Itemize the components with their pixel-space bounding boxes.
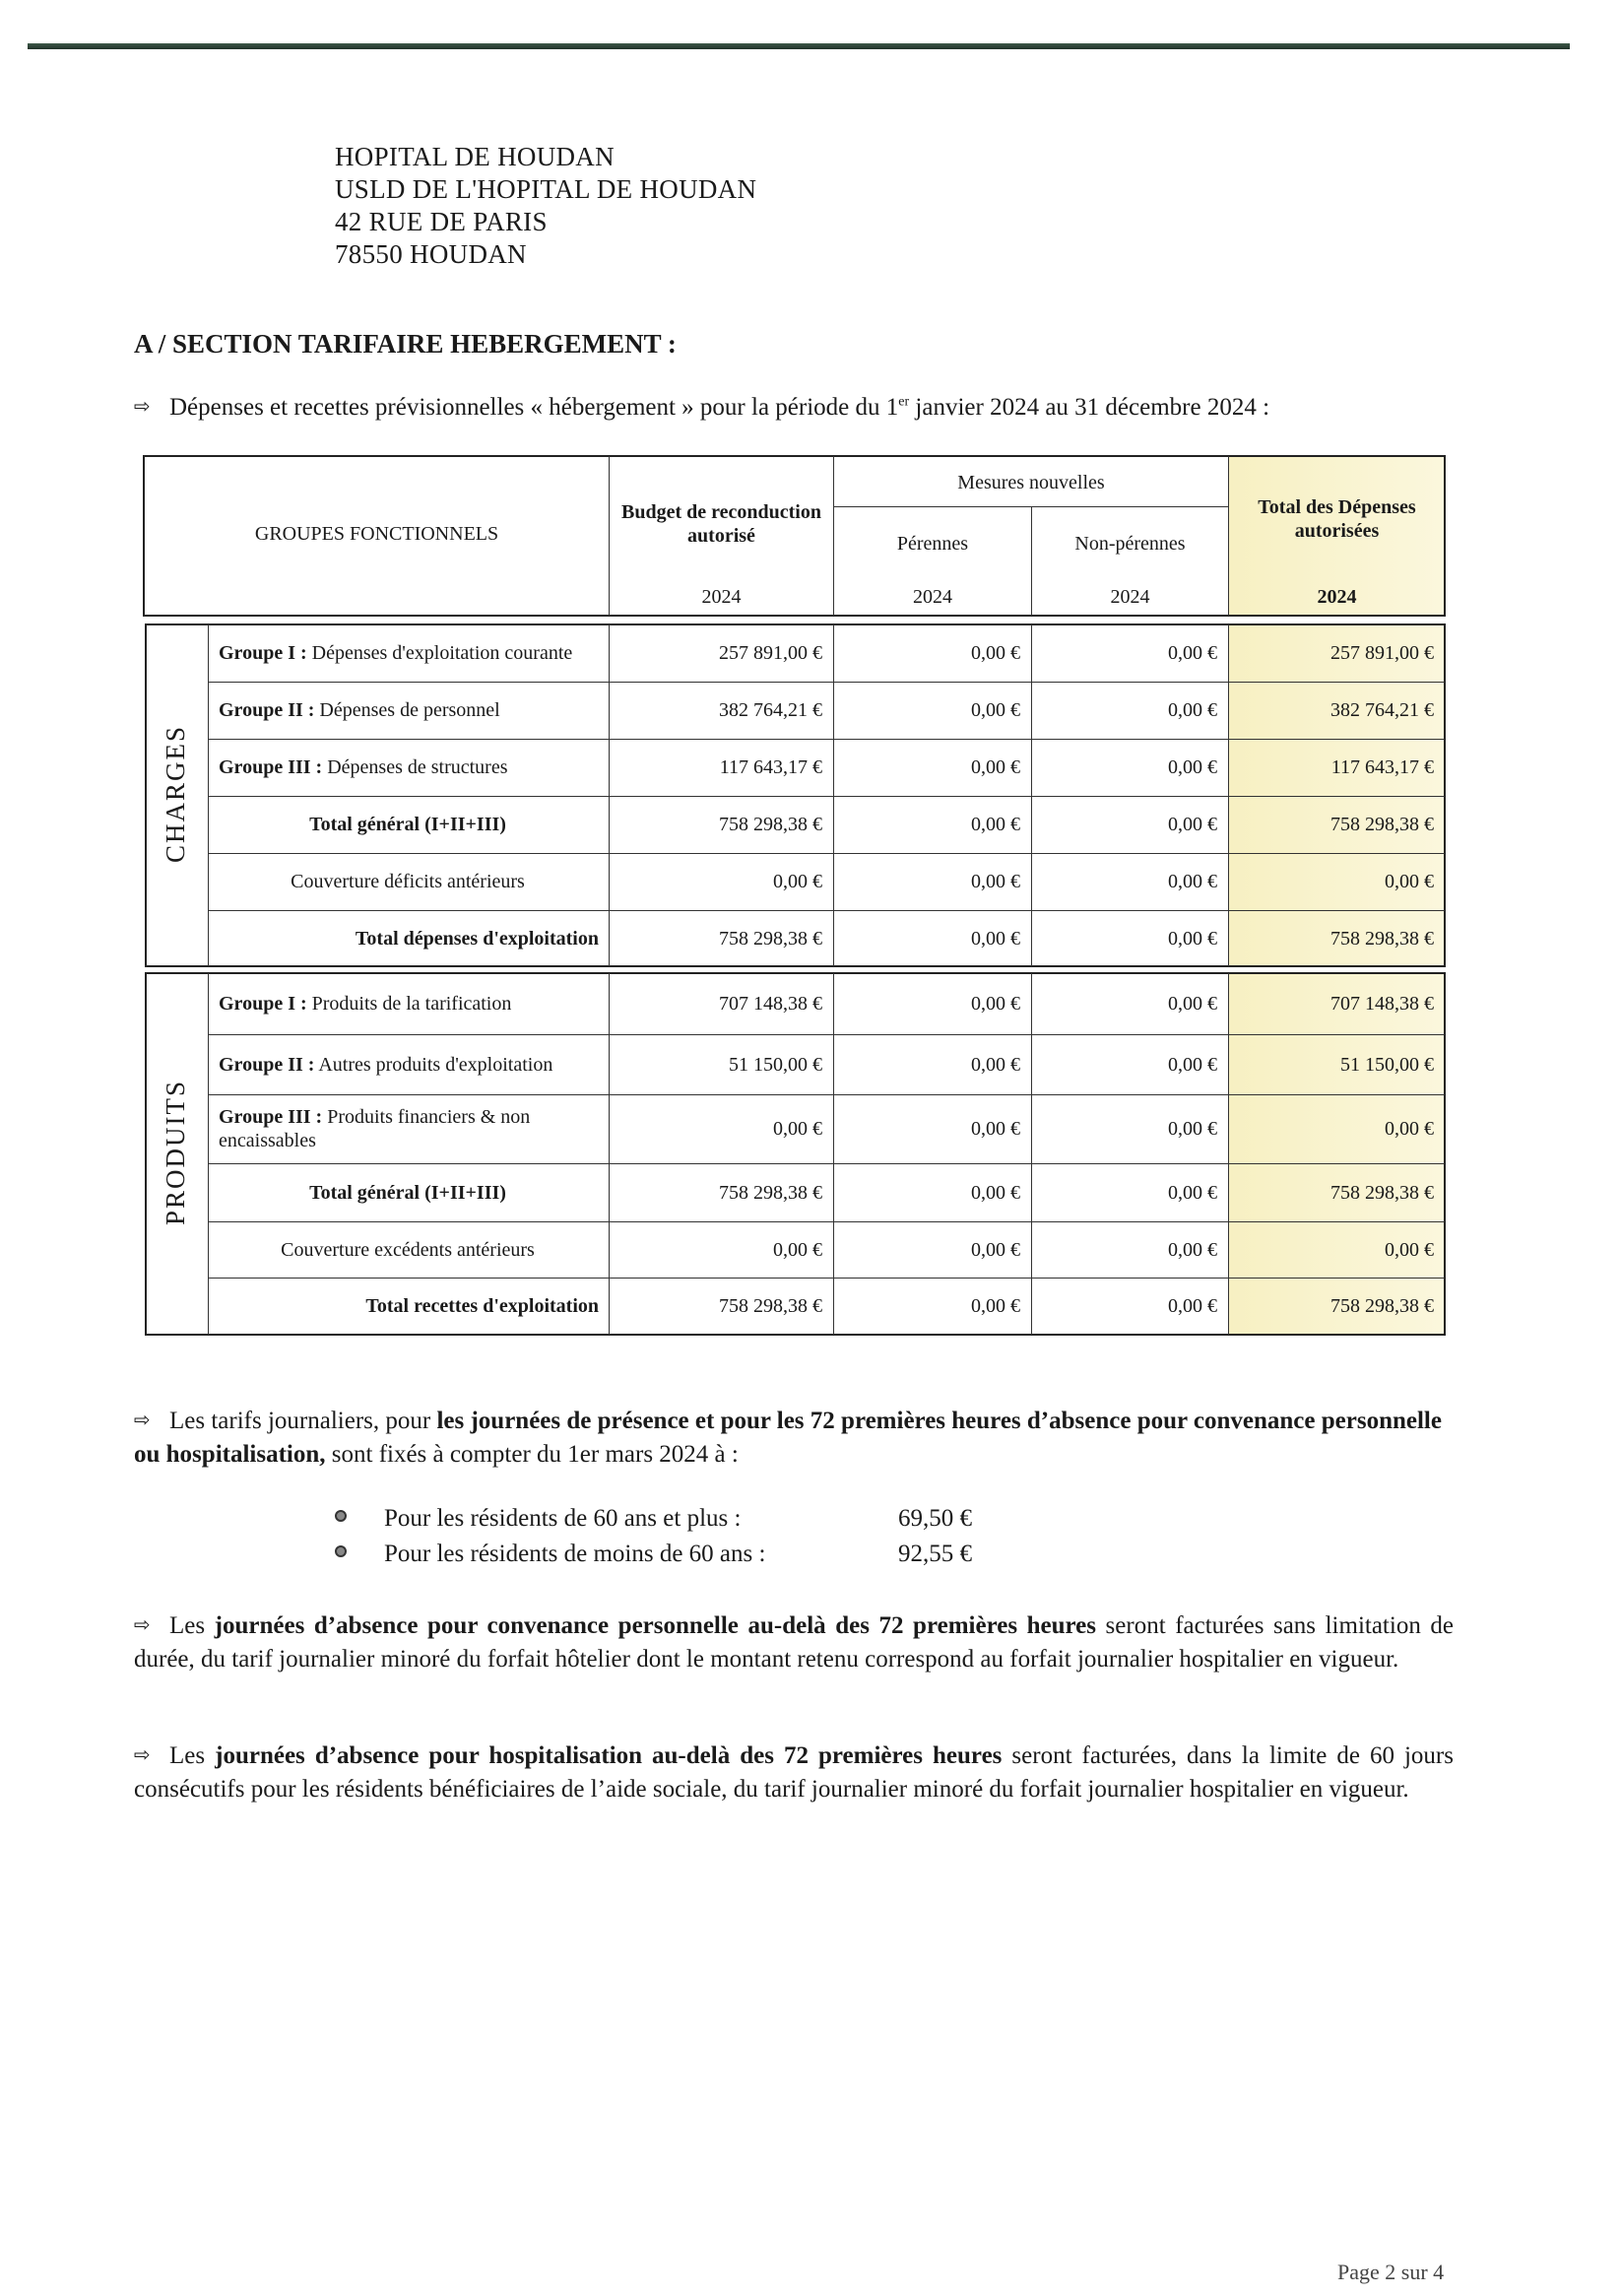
address-line-2: USLD DE L'HOPITAL DE HOUDAN [335, 174, 757, 204]
arrow-icon: ⇨ [134, 1408, 151, 1431]
produits-label: PRODUITS [161, 1079, 190, 1226]
cell-budget: 0,00 € [773, 1118, 822, 1140]
absence-convenance-p1: Les [169, 1612, 215, 1639]
row-label [209, 1221, 607, 1278]
row-label-bold: Total dépenses d'exploitation [355, 927, 599, 950]
tarif-item-1-label: Pour les résidents de 60 ans et plus : [384, 1505, 742, 1532]
cell-budget: 758 298,38 € [719, 1181, 822, 1204]
cell-non-perennes: 0,00 € [1168, 756, 1217, 778]
cell-non-perennes: 0,00 € [1168, 699, 1217, 721]
row-label [209, 739, 607, 796]
header-year-budget: 2024 [701, 586, 742, 608]
address-line-1: HOPITAL DE HOUDAN [335, 142, 615, 171]
header-non-perennes: Non-pérennes [1074, 533, 1186, 555]
row-label-bold: Groupe II : [219, 699, 315, 721]
absence-convenance-p2: seront facturées sans limitation de durée, du tarif journalier minoré du forfait hôtelier dont le montant retenu correspond au forfait journalier hospitalier en vigueur. [134, 1612, 1454, 1673]
cell-total: 257 891,00 € [1330, 642, 1434, 664]
row-label-text [309, 1181, 506, 1205]
address-line-3: 42 RUE DE PARIS [335, 207, 548, 236]
row-label [209, 624, 607, 682]
tarif-item-1-value: 69,50 € [898, 1505, 972, 1532]
row-label-text [219, 641, 572, 665]
cell-perennes: 0,00 € [971, 871, 1020, 892]
intro-before: Dépenses et recettes prévisionnelles « hébergement » pour la période du 1 [169, 394, 899, 421]
cell-total: 0,00 € [1385, 871, 1434, 892]
row-label [209, 1278, 607, 1335]
row-label-rest: Dépenses de personnel [314, 699, 500, 721]
header-year-perennes: 2024 [913, 586, 952, 608]
cell-perennes: 0,00 € [971, 699, 1020, 721]
row-label [209, 973, 607, 1034]
cell-budget: 257 891,00 € [719, 642, 822, 664]
absence-convenance-paragraph [134, 1607, 1454, 1676]
cell-perennes: 0,00 € [971, 993, 1020, 1015]
cell-total: 758 298,38 € [1330, 927, 1434, 950]
row-label-text [219, 1053, 552, 1077]
cell-non-perennes: 0,00 € [1168, 1118, 1217, 1140]
top-rule [28, 43, 1570, 49]
tarif-item-1 [335, 1505, 741, 1533]
row-label-bold: Groupe II : [219, 1053, 315, 1076]
row-label-text [309, 813, 506, 836]
row-label [209, 1094, 607, 1163]
header-year-non-perennes: 2024 [1110, 586, 1150, 608]
row-label-bold: Groupe I : [219, 993, 307, 1015]
address-block [335, 141, 756, 271]
arrow-icon: ⇨ [134, 1742, 151, 1766]
cell-perennes: 0,00 € [971, 1181, 1020, 1204]
address-line-4: 78550 HOUDAN [335, 239, 527, 269]
row-label [209, 853, 607, 910]
cell-total: 382 764,21 € [1330, 699, 1434, 721]
cell-non-perennes: 0,00 € [1168, 927, 1217, 950]
row-label [209, 1163, 607, 1221]
cell-total: 51 150,00 € [1340, 1053, 1434, 1076]
intro-line [134, 394, 1269, 422]
tarif-item-2 [335, 1541, 765, 1568]
cell-non-perennes: 0,00 € [1168, 1238, 1217, 1261]
tarifs-paragraph [134, 1403, 1454, 1472]
row-label-text [281, 1238, 535, 1262]
row-label-text [291, 870, 525, 893]
row-label [209, 796, 607, 853]
absence-hospitalisation-b1: journées d’absence pour hospitalisation au-delà des 72 premières heures [215, 1742, 1003, 1769]
cell-budget: 707 148,38 € [719, 993, 822, 1015]
row-label-text [219, 1105, 607, 1152]
row-label-rest: Couverture déficits antérieurs [291, 871, 525, 892]
row-label-bold: Total général (I+II+III) [309, 814, 506, 835]
cell-budget: 51 150,00 € [729, 1053, 822, 1076]
header-year-total: 2024 [1317, 586, 1357, 608]
intro-sup: er [898, 394, 910, 410]
row-label [209, 910, 607, 966]
cell-budget: 0,00 € [773, 871, 822, 892]
cell-total: 707 148,38 € [1330, 993, 1434, 1015]
cell-non-perennes: 0,00 € [1168, 1053, 1217, 1076]
absence-hospitalisation-p1: Les [169, 1742, 216, 1769]
header-perennes: Pérennes [896, 533, 969, 555]
tarifs-p1: Les tarifs journaliers, pour [169, 1408, 437, 1434]
tarif-item-2-label: Pour les résidents de moins de 60 ans : [384, 1541, 766, 1567]
header-budget: Budget de reconduction autorisé [621, 501, 821, 547]
tarifs-p2: sont fixés à compter du 1er mars 2024 à : [325, 1441, 739, 1468]
cell-perennes: 0,00 € [971, 1295, 1020, 1317]
cell-budget: 117 643,17 € [719, 756, 822, 778]
cell-total: 0,00 € [1385, 1118, 1434, 1140]
row-label-bold: Groupe III : [219, 1106, 323, 1128]
cell-budget: 758 298,38 € [719, 814, 822, 835]
cell-perennes: 0,00 € [971, 927, 1020, 950]
cell-budget: 758 298,38 € [719, 927, 822, 950]
cell-perennes: 0,00 € [971, 814, 1020, 835]
charges-label: CHARGES [161, 724, 190, 864]
cell-perennes: 0,00 € [971, 1238, 1020, 1261]
cell-total: 758 298,38 € [1330, 814, 1434, 835]
row-label-bold: Groupe III : [219, 756, 323, 778]
row-label-bold: Total recettes d'exploitation [365, 1295, 599, 1317]
absence-hospitalisation-paragraph [134, 1738, 1454, 1806]
tarif-item-2-value: 92,55 € [898, 1541, 972, 1567]
row-label-rest: Dépenses d'exploitation courante [306, 642, 573, 664]
page-number: Page 2 sur 4 [1337, 2260, 1445, 2284]
bullet-icon [335, 1510, 347, 1522]
cell-non-perennes: 0,00 € [1168, 1295, 1217, 1317]
section-title: A / SECTION TARIFAIRE HEBERGEMENT : [134, 329, 677, 359]
row-label-bold: Groupe I : [219, 642, 307, 664]
row-label-text [219, 755, 508, 779]
row-label-rest: Autres produits d'exploitation [314, 1053, 553, 1076]
cell-perennes: 0,00 € [971, 756, 1020, 778]
row-label-text [219, 992, 511, 1016]
cell-perennes: 0,00 € [971, 1118, 1020, 1140]
header-mesures: Mesures nouvelles [957, 472, 1105, 493]
header-total: Total des Dépenses autorisées [1258, 496, 1416, 542]
absence-hospitalisation-p2: seront facturées, dans la limite de 60 jours consécutifs pour les résidents bénéficiaires de l’aide sociale, du tarif journalier minoré du forfait journalier hospitalier en vigueur. [134, 1742, 1454, 1803]
row-label-text [219, 698, 500, 722]
cell-budget: 0,00 € [773, 1238, 822, 1261]
cell-total: 0,00 € [1385, 1238, 1434, 1261]
cell-perennes: 0,00 € [971, 642, 1020, 664]
arrow-icon: ⇨ [134, 1612, 151, 1636]
cell-budget: 382 764,21 € [719, 699, 822, 721]
row-label-rest: Produits de la tarification [306, 993, 512, 1015]
row-label-rest: Dépenses de structures [322, 756, 508, 778]
row-label-rest: Produits financiers & non encaissables [219, 1106, 531, 1151]
cell-non-perennes: 0,00 € [1168, 871, 1217, 892]
cell-budget: 758 298,38 € [719, 1295, 822, 1317]
absence-convenance-b1: journées d’absence pour convenance personnelle au-delà des 72 premières heures [214, 1612, 1096, 1639]
cell-non-perennes: 0,00 € [1168, 642, 1217, 664]
row-label-text [365, 1294, 599, 1318]
cell-total: 758 298,38 € [1330, 1181, 1434, 1204]
cell-perennes: 0,00 € [971, 1053, 1020, 1076]
row-label-rest: Couverture excédents antérieurs [281, 1238, 535, 1261]
arrow-icon: ⇨ [134, 394, 151, 418]
row-label-text [356, 927, 599, 951]
row-label-bold: Total général (I+II+III) [309, 1181, 506, 1204]
cell-non-perennes: 0,00 € [1168, 993, 1217, 1015]
row-label [209, 682, 607, 739]
cell-total: 758 298,38 € [1330, 1295, 1434, 1317]
header-groupes: GROUPES FONCTIONNELS [254, 523, 499, 545]
bullet-icon [335, 1545, 347, 1557]
cell-non-perennes: 0,00 € [1168, 814, 1217, 835]
cell-total: 117 643,17 € [1330, 756, 1434, 778]
tarifs-b1: les journées de présence et pour les 72 premières heures d’absence pour convenance personnelle ou hospitalisation, [134, 1408, 1442, 1468]
cell-non-perennes: 0,00 € [1168, 1181, 1217, 1204]
row-label [209, 1034, 607, 1094]
intro-after: janvier 2024 au 31 décembre 2024 : [909, 394, 1270, 421]
